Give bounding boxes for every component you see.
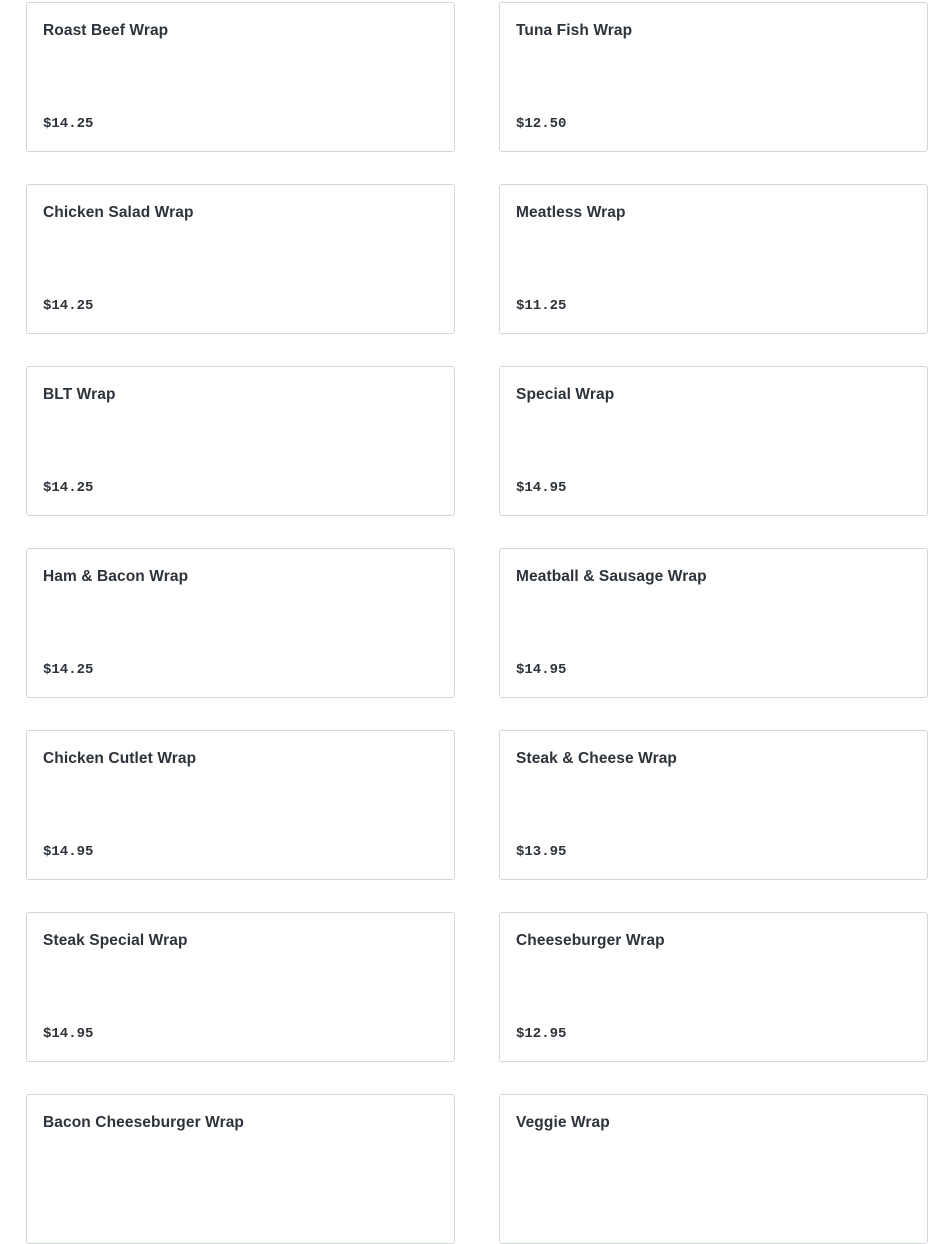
menu-item-card[interactable] <box>499 366 928 516</box>
menu-item-price: $14.25 <box>43 298 94 314</box>
menu-item-name: Meatball & Sausage Wrap <box>516 568 707 585</box>
menu-item-name: Tuna Fish Wrap <box>516 22 633 39</box>
menu-item-price: $14.95 <box>516 662 567 678</box>
menu-item-card[interactable] <box>26 184 455 334</box>
menu-item-card[interactable] <box>499 548 928 698</box>
menu-item-card[interactable] <box>499 912 928 1062</box>
menu-item-name: Steak & Cheese Wrap <box>516 750 677 767</box>
menu-item-name: Chicken Cutlet Wrap <box>43 750 197 767</box>
menu-item-price: $12.50 <box>516 116 567 132</box>
menu-item-card[interactable] <box>499 2 928 152</box>
menu-item-name: Roast Beef Wrap <box>43 22 169 39</box>
menu-item-price: $13.95 <box>516 844 567 860</box>
menu-item-card[interactable] <box>26 730 455 880</box>
menu-item-card[interactable] <box>499 1094 928 1244</box>
menu-item-price: $11.25 <box>516 298 567 314</box>
menu-item-name: Veggie Wrap <box>516 1114 610 1131</box>
menu-item-name: Cheeseburger Wrap <box>516 932 665 949</box>
menu-item-price: $14.95 <box>43 844 94 860</box>
menu-item-price: $12.95 <box>516 1026 567 1042</box>
menu-item-card[interactable] <box>26 2 455 152</box>
menu-item-name: Bacon Cheeseburger Wrap <box>43 1114 244 1131</box>
menu-item-card[interactable] <box>26 366 455 516</box>
menu-item-name: Special Wrap <box>516 386 615 403</box>
menu-item-name: Chicken Salad Wrap <box>43 204 194 221</box>
menu-item-card[interactable] <box>26 548 455 698</box>
menu-item-price: $14.25 <box>43 116 94 132</box>
menu-item-grid <box>26 2 928 1244</box>
menu-item-price: $14.25 <box>43 662 94 678</box>
menu-item-name: Steak Special Wrap <box>43 932 188 949</box>
menu-item-card[interactable] <box>26 912 455 1062</box>
menu-item-card[interactable] <box>499 730 928 880</box>
menu-item-price: $14.95 <box>516 480 567 496</box>
menu-item-name: Meatless Wrap <box>516 204 626 221</box>
menu-item-name: BLT Wrap <box>43 386 116 403</box>
menu-item-card[interactable] <box>26 1094 455 1244</box>
menu-item-card[interactable] <box>499 184 928 334</box>
menu-item-name: Ham & Bacon Wrap <box>43 568 189 585</box>
menu-item-price: $14.95 <box>43 1026 94 1042</box>
menu-item-price: $14.25 <box>43 480 94 496</box>
